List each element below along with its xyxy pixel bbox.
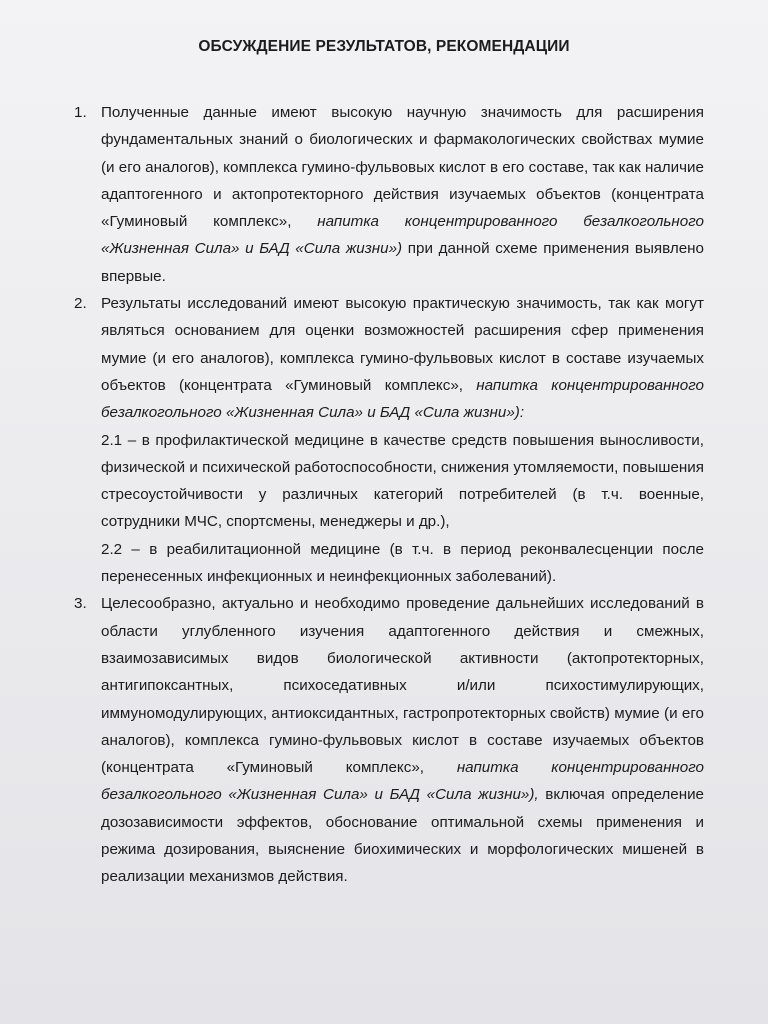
item-text-plain: Целесообразно, актуально и необходимо проведение дальнейших исследований в области углубленного изучения адаптогенного действия и смежных, взаимозависимых видов биологической активности (актопротекторных, антигипоксантных, психоседативных и/или психостимулирующих, иммуномодулирующих, антиоксидантных, гастропротекторных свойств) мумие (и его аналогов), комплекса гумино-фульвовых кислот в составе изучаемых объектов (концентрата «Гуминовый комплекс», bbox=[101, 595, 704, 777]
item-text bbox=[101, 290, 704, 590]
item-text-italic: напитка концентрированного безалкогольного «Жизненная Сила» и БАД «Сила жизни»), bbox=[101, 759, 705, 804]
list-item-3 bbox=[74, 590, 704, 890]
page-title: ОБСУЖДЕНИЕ РЕЗУЛЬТАТОВ, РЕКОМЕНДАЦИИ bbox=[198, 38, 570, 55]
document-body bbox=[74, 99, 704, 891]
subitem-2-2: 2.2 – в реабилитационной медицине (в т.ч. в период реконвалесценции после перенесенных инфекционных и неинфекционных заболеваний). bbox=[101, 540, 704, 586]
item-number: 1. bbox=[74, 104, 87, 121]
item-number: 3. bbox=[74, 595, 87, 613]
item-text bbox=[101, 590, 704, 890]
item-paragraph bbox=[101, 99, 704, 290]
list-item-1 bbox=[74, 99, 704, 290]
list-item-2 bbox=[74, 290, 704, 590]
subitem-2-1: 2.1 – в профилактической медицине в качестве средств повышения выносливости, физической и психической работоспособности, снижения утомляемости, повышения стресоустойчивости у различных категорий потребителей (в т.ч. военные, сотрудники МЧС, спортсмены, менеджеры и др.), bbox=[101, 431, 704, 531]
item-paragraph bbox=[101, 290, 704, 426]
item-text bbox=[101, 99, 704, 290]
item-text-plain: Полученные данные имеют высокую научную значимость для расширения фундаментальных знаний о биологических и фармакологических свойствах мумие (и его аналогов), комплекса гумино-фульвовых кислот в его составе, так как наличие адаптогенного и актопротекторного действия изучаемых объектов (концентрата «Гуминовый комплекс», bbox=[101, 104, 704, 231]
item-text-plain-end: включая определение дозозависимости эффектов, обоснование оптимальной схемы применения и режима дозирования, выяснение биохимических и морфологических мишеней в реализации механизмов действия. bbox=[101, 786, 705, 886]
item-text-plain: Результаты исследований имеют высокую практическую значимость, так как могут являться основанием для оценки возможностей расширения сфер применения мумие (и его аналогов), комплекса гумино-фульвовых кислот в составе изучаемых объектов (концентрата «Гуминовый комплекс», bbox=[101, 295, 704, 394]
item-text-plain-end: при данной схеме применения выявлено впервые. bbox=[101, 240, 704, 285]
item-paragraph bbox=[101, 590, 704, 890]
item-text-italic: напитка концентрированного безалкогольного «Жизненная Сила» и БАД «Сила жизни»): bbox=[101, 376, 704, 422]
item-number: 2. bbox=[74, 295, 87, 313]
item-text-italic: напитка концентрированного безалкогольного «Жизненная Сила» и БАД «Сила жизни») bbox=[101, 213, 704, 258]
